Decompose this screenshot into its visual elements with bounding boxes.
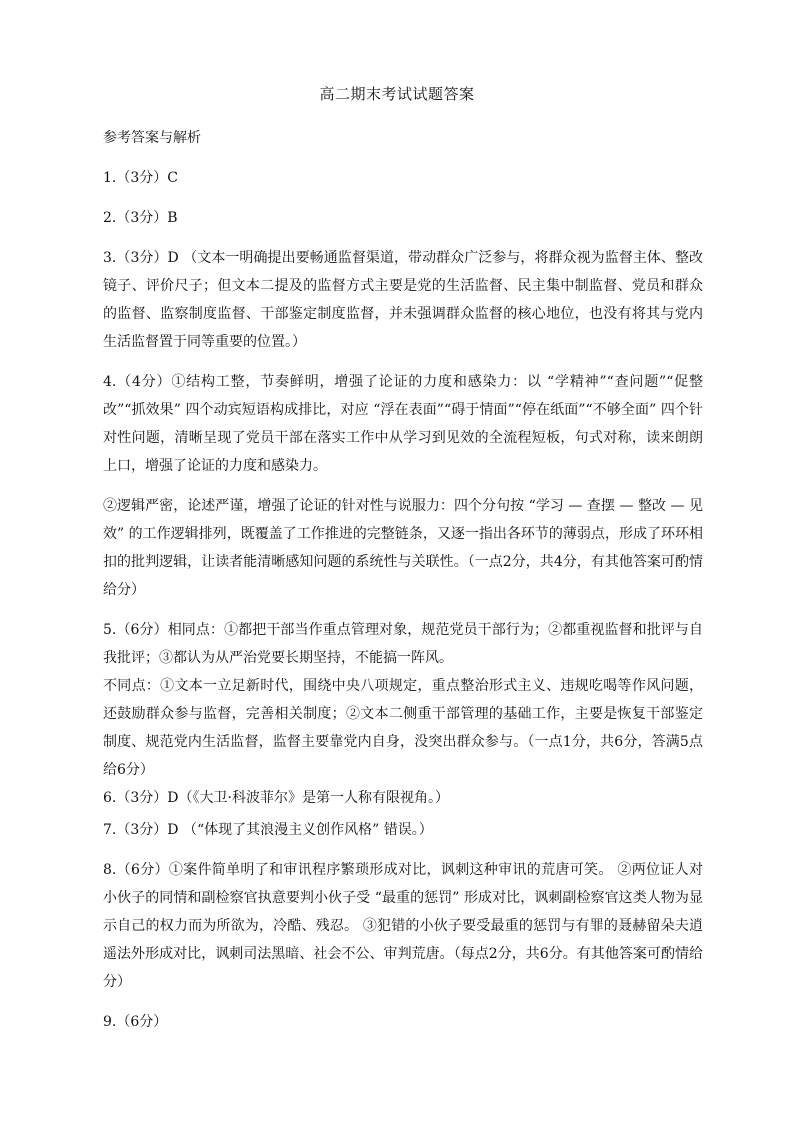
section-heading: 参考答案与解析 (103, 130, 201, 146)
answer-4-point-1: 4.（4分）①结构工整，节奏鲜明，增强了论证的力度和感染力：以 “学精神”“查问题”“促整改”“抓效果” 四个动宾短语构成排比，对应 “浮在表面”“碍于情面”“停在纸面”“不够全面” 四个针对性问题，清晰呈现了党员干部在落实工作中从学习到见效的全流程短板，句式对称，读来朗朗上口，增强了论证的力度和感染力。 (103, 374, 703, 474)
document-body (103, 124, 703, 1036)
answer-3: 3.（3分）D （文本一明确提出要畅通监督渠道，带动群众广泛参与，将群众视为监督主体、整改镜子、评价尺子；但文本二提及的监督方式主要是党的生活监督、民主集中制监督、党员和群众的监督、监察制度监督、干部鉴定制度监督，并未强调群众监督的核心地位，也没有将其与党内生活监督置于同等重要的位置。） (103, 250, 703, 350)
document-title: 高二期末考试试题答案 (319, 85, 475, 103)
answer-4-point-2: ②逻辑严密，论述严谨，增强了论证的针对性与说服力：四个分句按 “学习 — 查摆 — 整改 — 见效” 的工作逻辑排列，既覆盖了工作推进的完整链条，又逐一指出各环节的薄弱点，形成了环环相扣的批判逻辑，让读者能清晰感知问题的系统性与关联性。（一点2分，共4分，有其他答案可酌情给分） (103, 498, 703, 598)
answer-5-similarities: 5.（6分）相同点：①都把干部当作重点管理对象，规范党员干部行为；②都重视监督和批评与自我批评；③都认为从严治党要长期坚持，不能搞一阵风。 (103, 622, 703, 666)
answer-1: 1.（3分）C (103, 170, 178, 186)
answer-9: 9.（6分） (103, 1014, 168, 1030)
answer-2: 2.（3分）B (103, 210, 178, 226)
answer-6: 6.（3分）D（《大卫·科波菲尔》是第一人称有限视角。） (103, 790, 449, 806)
answer-5-differences: 不同点：①文本一立足新时代，围绕中央八项规定，重点整治形式主义、违规吃喝等作风问题，还鼓励群众参与监督，完善相关制度；②文本二侧重干部管理的基础工作，主要是恢复干部鉴定制度、规范党内生活监督，监督主要靠党内自身，没突出群众参与。（一点1分，共6分，答满5点给6分） (103, 678, 703, 778)
answer-7: 7.（3分）D （“体现了其浪漫主义创作风格” 错误。） (103, 822, 433, 838)
answer-8: 8.（6分）①案件简单明了和审讯程序繁琐形成对比，讽刺这种审讯的荒唐可笑。 ②两位证人对小伙子的同情和副检察官执意要判小伙子受 “最重的惩罚” 形成对比，讽刺副检察官这类人物为显示自己的权力而为所欲为，冷酷、残忍。 ③犯错的小伙子要受最重的惩罚与有罪的聂赫留朵夫逍遥法外形成对比，讽刺司法黑暗、社会不公、审判荒唐。（每点2分，共6分。有其他答案可酌情给分） (103, 862, 703, 990)
